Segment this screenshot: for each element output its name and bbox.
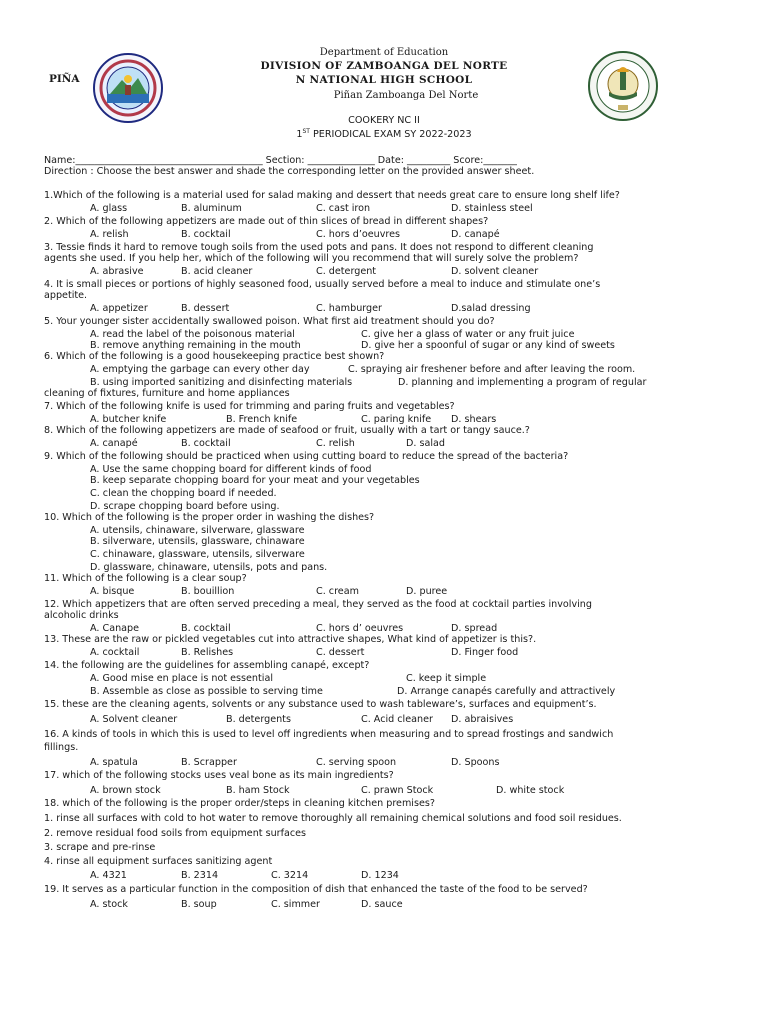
answer-option: C. serving spoon bbox=[316, 757, 397, 768]
answer-option: C. keep it simple bbox=[406, 673, 487, 684]
answer-option: D. Finger food bbox=[451, 647, 519, 658]
answer-option: C. prawn Stock bbox=[361, 785, 434, 796]
answer-option: B. cocktail bbox=[181, 623, 231, 634]
answer-option: B. 2314 bbox=[181, 870, 219, 881]
answer-option: C. spraying air freshener before and after leaving the room. bbox=[348, 364, 636, 375]
answer-option: D. canapé bbox=[451, 229, 500, 240]
exam-title-text: PERIODICAL EXAM SY 2022-2023 bbox=[309, 129, 472, 140]
exam-title-number: 1 bbox=[296, 129, 303, 140]
answer-option: C. cream bbox=[316, 586, 359, 597]
answer-option: B. acid cleaner bbox=[181, 266, 253, 277]
answer-option: C. relish bbox=[316, 438, 355, 449]
answer-option: D. salad bbox=[406, 438, 445, 449]
question-text: 7. Which of the following knife is used for trimming and paring fruits and vegetables? bbox=[44, 401, 455, 412]
direction-text: Direction : Choose the best answer and shade the corresponding letter on the provided answer sheet. bbox=[44, 166, 535, 177]
question-text: cleaning of fixtures, furniture and home appliances bbox=[44, 388, 290, 399]
answer-option: A. Good mise en place is not essential bbox=[90, 673, 273, 684]
school-name-left: PIÑA bbox=[49, 73, 80, 85]
answer-option: B. cocktail bbox=[181, 229, 231, 240]
answer-option: C. Acid cleaner bbox=[361, 714, 433, 725]
question-text: 3. scrape and pre-rinse bbox=[44, 842, 156, 853]
answer-option: D. glassware, chinaware, utensils, pots and pans. bbox=[90, 562, 328, 573]
answer-option: C. hamburger bbox=[316, 303, 382, 314]
question-text: fillings. bbox=[44, 742, 79, 753]
answer-option: C. chinaware, glassware, utensils, silverware bbox=[90, 549, 305, 560]
answer-option: A. 4321 bbox=[90, 870, 127, 881]
answer-option: C. detergent bbox=[316, 266, 377, 277]
answer-option: A. relish bbox=[90, 229, 129, 240]
answer-option: B. Scrapper bbox=[181, 757, 237, 768]
answer-option: A. read the label of the poisonous material bbox=[90, 329, 295, 340]
answer-option: D. shears bbox=[451, 414, 497, 425]
answer-option: C. clean the chopping board if needed. bbox=[90, 488, 277, 499]
answer-option: D. solvent cleaner bbox=[451, 266, 539, 277]
answer-option: B. aluminum bbox=[181, 203, 242, 214]
answer-option: A. Use the same chopping board for different kinds of food bbox=[90, 464, 372, 475]
answer-option: C. cast iron bbox=[316, 203, 371, 214]
answer-option: D. spread bbox=[451, 623, 498, 634]
answer-option: D. 1234 bbox=[361, 870, 399, 881]
question-text: 6. Which of the following is a good housekeeping practice best shown? bbox=[44, 351, 385, 362]
answer-option: A. spatula bbox=[90, 757, 138, 768]
answer-option: D. white stock bbox=[496, 785, 565, 796]
answer-option: A. abrasive bbox=[90, 266, 144, 277]
answer-option: C. simmer bbox=[271, 899, 320, 910]
answer-option: B. ham Stock bbox=[226, 785, 290, 796]
answer-option: A. cocktail bbox=[90, 647, 140, 658]
answer-option: D. stainless steel bbox=[451, 203, 533, 214]
question-text: 12. Which appetizers that are often served preceding a meal, they served as the food at cocktail parties involving bbox=[44, 599, 592, 610]
question-text: 2. remove residual food soils from equipment surfaces bbox=[44, 828, 307, 839]
exam-title bbox=[0, 129, 768, 140]
question-text: 1.Which of the following is a material used for salad making and dessert that needs great care to ensure long shelf life? bbox=[44, 190, 620, 201]
student-info-line: Name:_______________________________________ Section: ______________ Date: _________ Score:_______ bbox=[44, 155, 517, 166]
answer-option: B. Relishes bbox=[181, 647, 234, 658]
answer-option: A. butcher knife bbox=[90, 414, 167, 425]
answer-option: A. stock bbox=[90, 899, 128, 910]
question-text: 2. Which of the following appetizers are made out of thin slices of bread in different shapes? bbox=[44, 216, 489, 227]
department-title: Department of Education bbox=[319, 47, 449, 58]
answer-option: C. 3214 bbox=[271, 870, 309, 881]
question-text: appetite. bbox=[44, 290, 88, 301]
answer-option: A. emptying the garbage can every other day bbox=[90, 364, 310, 375]
question-text: 8. Which of the following appetizers are made of seafood or fruit, usually with a tart or tangy sauce.? bbox=[44, 425, 530, 436]
answer-option: A. bisque bbox=[90, 586, 135, 597]
exam-title-ordinal: ST bbox=[302, 128, 310, 135]
answer-option: A. utensils, chinaware, silverware, glassware bbox=[90, 525, 305, 536]
subject-title: COOKERY NC II bbox=[348, 115, 420, 126]
answer-option: B. soup bbox=[181, 899, 217, 910]
answer-option: D. abraisives bbox=[451, 714, 514, 725]
answer-option: D. scrape chopping board before using. bbox=[90, 501, 280, 512]
school-seal-logo bbox=[587, 50, 659, 122]
answer-option: D. planning and implementing a program of regular bbox=[398, 377, 647, 388]
answer-option: B. silverware, utensils, glassware, chinaware bbox=[90, 536, 305, 547]
answer-option: B. keep separate chopping board for your meat and your vegetables bbox=[90, 475, 420, 486]
division-seal-logo bbox=[92, 52, 164, 124]
question-text: 16. A kinds of tools in which this is used to level off ingredients when measuring and to spread frostings and sandwich bbox=[44, 729, 614, 740]
answer-option: B. remove anything remaining in the mouth bbox=[90, 340, 301, 351]
answer-option: B. using imported sanitizing and disinfecting materials bbox=[90, 377, 353, 388]
question-text: 5. Your younger sister accidentally swallowed poison. What first aid treatment should you do? bbox=[44, 316, 495, 327]
answer-option: A. appetizer bbox=[90, 303, 148, 314]
answer-option: D. Arrange canapés carefully and attractively bbox=[397, 686, 616, 697]
school-address: Piñan Zamboanga Del Norte bbox=[333, 90, 479, 101]
answer-option: A. Canape bbox=[90, 623, 140, 634]
question-text: 15. these are the cleaning agents, solvents or any substance used to wash tableware’s, surfaces and equipment’s. bbox=[44, 699, 597, 710]
answer-option: B. French knife bbox=[226, 414, 298, 425]
answer-option: D. sauce bbox=[361, 899, 403, 910]
question-text: 11. Which of the following is a clear soup? bbox=[44, 573, 247, 584]
question-text: 19. It serves as a particular function in the composition of dish that enhanced the taste of the food to be served? bbox=[44, 884, 588, 895]
answer-option: A. brown stock bbox=[90, 785, 161, 796]
answer-option: B. Assemble as close as possible to serving time bbox=[90, 686, 323, 697]
answer-option: C. give her a glass of water or any fruit juice bbox=[361, 329, 575, 340]
question-text: 13. These are the raw or pickled vegetables cut into attractive shapes, What kind of appetizer is this?. bbox=[44, 634, 537, 645]
answer-option: C. hors d’oeuvres bbox=[316, 229, 401, 240]
question-text: 10. Which of the following is the proper order in washing the dishes? bbox=[44, 512, 375, 523]
answer-option: A. Solvent cleaner bbox=[90, 714, 178, 725]
question-text: 14. the following are the guidelines for assembling canapé, except? bbox=[44, 660, 370, 671]
answer-option: B. bouillion bbox=[181, 586, 235, 597]
question-text: 17. which of the following stocks uses veal bone as its main ingredients? bbox=[44, 770, 394, 781]
answer-option: A. glass bbox=[90, 203, 128, 214]
answer-option: C. hors d’ oeuvres bbox=[316, 623, 404, 634]
question-text: 3. Tessie finds it hard to remove tough soils from the used pots and pans. It does not respond to different cleaning bbox=[44, 242, 594, 253]
answer-option: D. Spoons bbox=[451, 757, 500, 768]
school-name: N NATIONAL HIGH SCHOOL bbox=[295, 74, 473, 86]
question-text: 1. rinse all surfaces with cold to hot water to remove thoroughly all remaining chemical solutions and food soil residues. bbox=[44, 813, 622, 824]
answer-option: B. dessert bbox=[181, 303, 230, 314]
question-text: 4. It is small pieces or portions of highly seasoned food, usually served before a meal to induce and stimulate one’s bbox=[44, 279, 601, 290]
answer-option: D. give her a spoonful of sugar or any kind of sweets bbox=[361, 340, 615, 351]
answer-option: C. dessert bbox=[316, 647, 365, 658]
answer-option: B. cocktail bbox=[181, 438, 231, 449]
answer-option: D. puree bbox=[406, 586, 448, 597]
question-text: 4. rinse all equipment surfaces sanitizing agent bbox=[44, 856, 273, 867]
answer-option: C. paring knife bbox=[361, 414, 432, 425]
question-text: 18. which of the following is the proper order/steps in cleaning kitchen premises? bbox=[44, 798, 435, 809]
question-text: agents she used. If you help her, which of the following will you recommend that will surely solve the problem? bbox=[44, 253, 579, 264]
answer-option: A. canapé bbox=[90, 438, 138, 449]
question-text: alcoholic drinks bbox=[44, 610, 119, 621]
answer-option: D.salad dressing bbox=[451, 303, 531, 314]
question-text: 9. Which of the following should be practiced when using cutting board to reduce the spread of the bacteria? bbox=[44, 451, 569, 462]
division-title: DIVISION OF ZAMBOANGA DEL NORTE bbox=[260, 60, 508, 72]
answer-option: B. detergents bbox=[226, 714, 291, 725]
